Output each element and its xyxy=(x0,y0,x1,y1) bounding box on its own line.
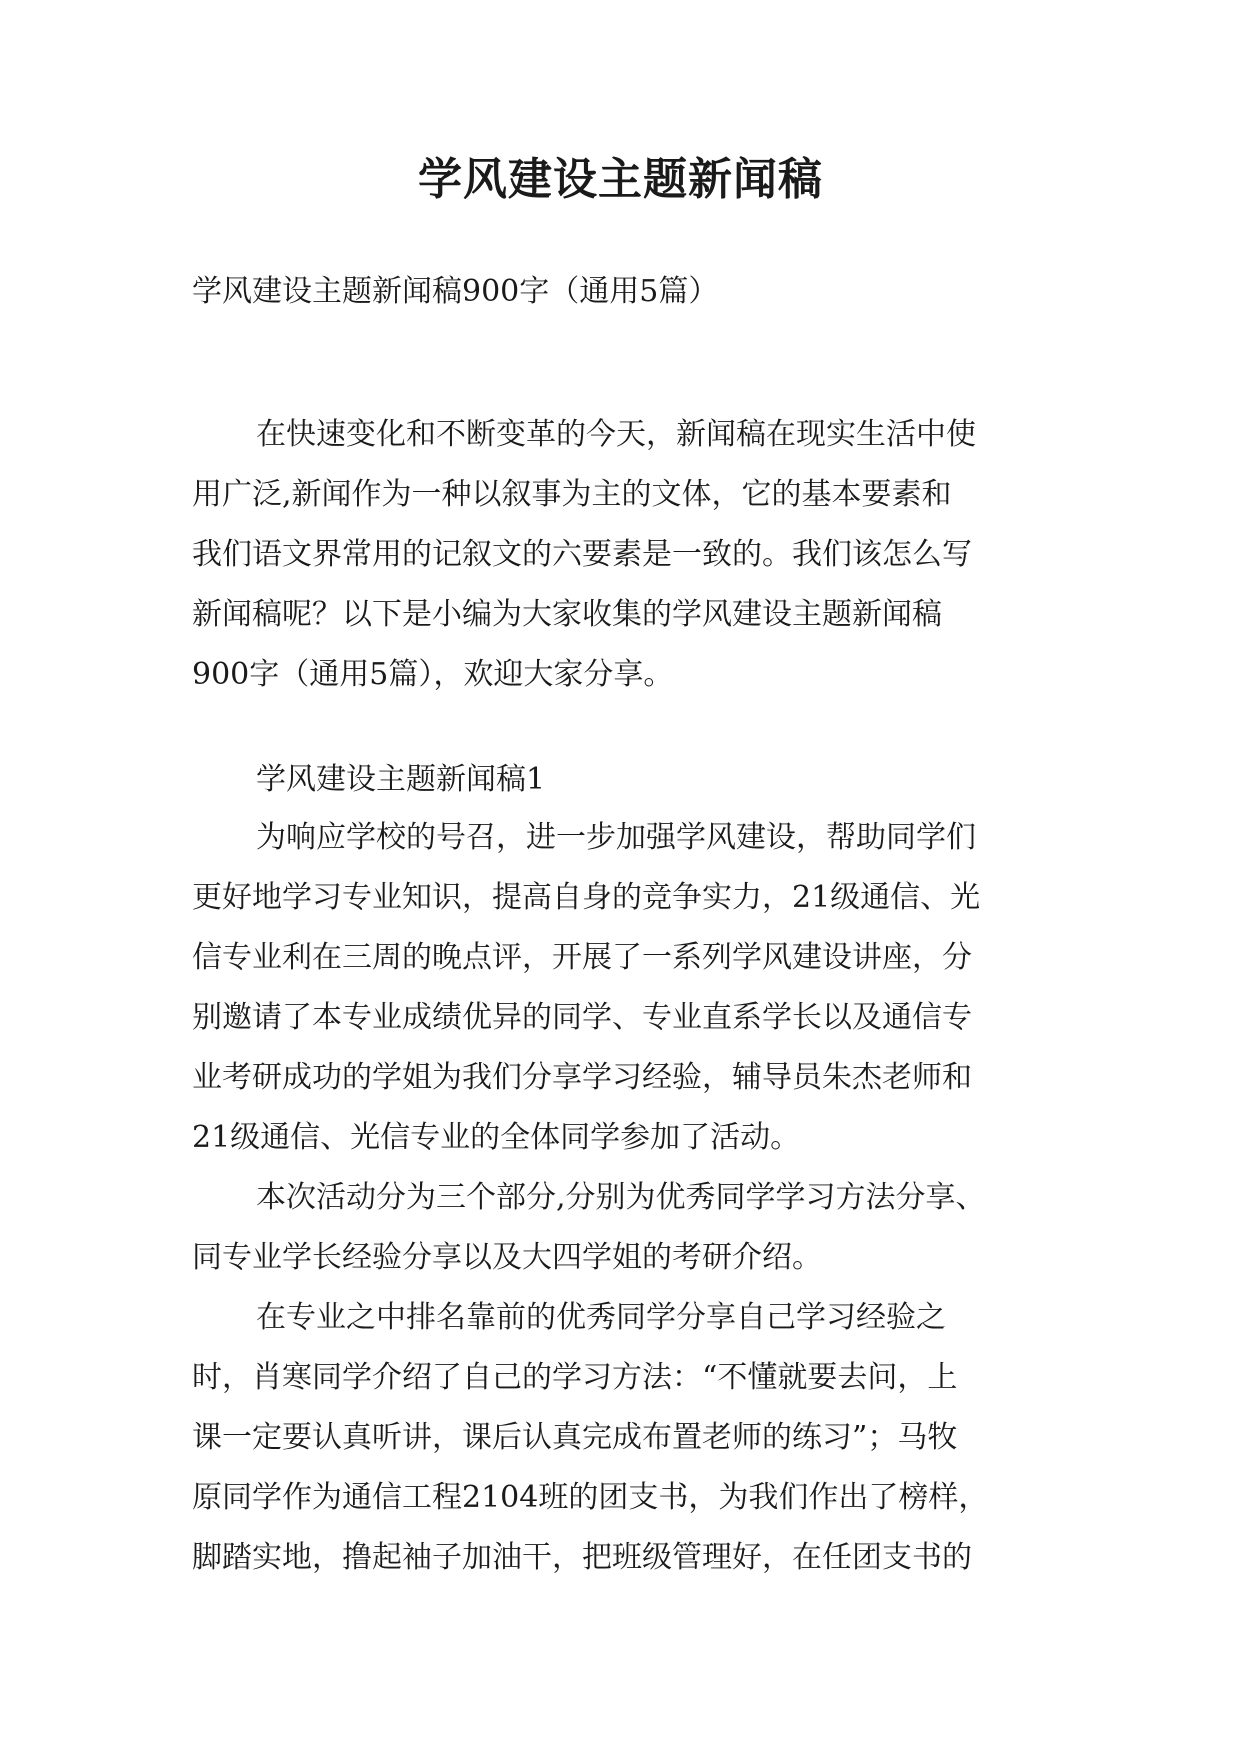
document-subtitle: 学风建设主题新闻稿900字（通用5篇） xyxy=(192,274,719,309)
body-line: 别邀请了本专业成绩优异的同学、专业直系学长以及通信专 xyxy=(192,1000,972,1035)
body-line: 时，肖寒同学介绍了自己的学习方法：“不懂就要去问，上 xyxy=(192,1360,958,1395)
intro-line: 在快速变化和不断变革的今天，新闻稿在现实生活中使 xyxy=(256,417,976,452)
body-paragraphs xyxy=(192,808,1052,1588)
intro-line: 我们语文界常用的记叙文的六要素是一致的。我们该怎么写 xyxy=(192,537,972,572)
section-heading: 学风建设主题新闻稿1 xyxy=(256,762,546,797)
body-line: 信专业利在三周的晚点评，开展了一系列学风建设讲座，分 xyxy=(192,940,972,975)
body-line: 21级通信、光信专业的全体同学参加了活动。 xyxy=(192,1120,801,1155)
intro-line: 900字（通用5篇），欢迎大家分享。 xyxy=(192,657,674,692)
body-line: 在专业之中排名靠前的优秀同学分享自己学习经验之 xyxy=(256,1300,946,1335)
body-line: 更好地学习专业知识，提高自身的竞争实力，21级通信、光 xyxy=(192,880,981,915)
intro-paragraph xyxy=(192,405,1052,705)
body-line: 脚踏实地，撸起袖子加油干，把班级管理好，在任团支书的 xyxy=(192,1540,972,1575)
body-line: 原同学作为通信工程2104班的团支书，为我们作出了榜样， xyxy=(192,1480,989,1515)
document-title: 学风建设主题新闻稿 xyxy=(418,154,823,205)
body-line: 为响应学校的号召，进一步加强学风建设，帮助同学们 xyxy=(256,820,976,855)
intro-line: 用广泛,新闻作为一种以叙事为主的文体，它的基本要素和 xyxy=(192,477,952,512)
body-line: 业考研成功的学姐为我们分享学习经验，辅导员朱杰老师和 xyxy=(192,1060,972,1095)
intro-line: 新闻稿呢？以下是小编为大家收集的学风建设主题新闻稿 xyxy=(192,597,942,632)
body-line: 本次活动分为三个部分,分别为优秀同学学习方法分享、 xyxy=(256,1180,986,1215)
body-line: 同专业学长经验分享以及大四学姐的考研介绍。 xyxy=(192,1240,822,1275)
body-line: 课一定要认真听讲，课后认真完成布置老师的练习”；马牧 xyxy=(192,1420,958,1455)
